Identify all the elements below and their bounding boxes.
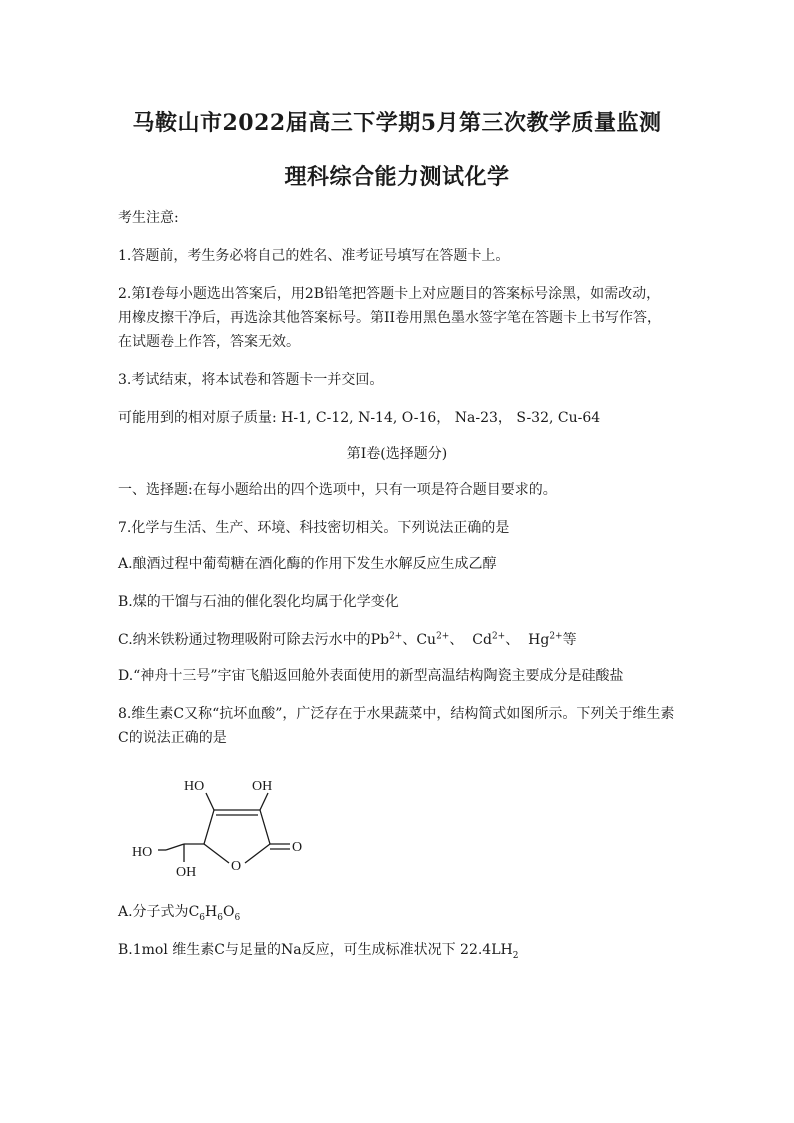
notice-2b: 用橡皮擦干净后，再选涂其他答案标号。第II卷用黑色墨水签字笔在答题卡上书写作答， <box>118 310 662 326</box>
formula-o: O <box>222 904 235 920</box>
atomic-masses: 可能用到的相对原子质量: H-1, C-12, N-14, O-16， Na-23， S-32, Cu-64 <box>118 410 601 426</box>
label-ho-left: HO <box>132 845 153 860</box>
q8-option-a <box>118 904 241 923</box>
q7-stem: 7.化学与生活、生产、环境、科技密切相关。下列说法正确的是 <box>118 520 510 536</box>
ion-charge: 2+ <box>389 631 403 642</box>
bond <box>204 810 214 844</box>
q7-option-b: B.煤的干馏与石油的催化裂化均属于化学变化 <box>118 594 399 610</box>
ion-cu: Cu <box>416 632 437 648</box>
label-ho-top: HO <box>184 779 205 794</box>
q8-option-b <box>118 942 519 961</box>
bond <box>204 844 229 863</box>
section-title: 第I卷(选择题分) <box>346 446 448 462</box>
formula-c: C <box>188 904 200 920</box>
bond <box>206 793 214 810</box>
ion-charge: 2+ <box>549 631 563 642</box>
q8-stem-2: C的说法正确的是 <box>118 730 227 746</box>
label-oh-bottom: OH <box>176 865 197 880</box>
notice-heading: 考生注意: <box>118 210 179 226</box>
notice-2a: 2.第I卷每小题选出答案后，用2B铅笔把答题卡上对应题目的答案标号涂黑，如需改动， <box>118 286 661 302</box>
q7-option-a: A.酿酒过程中葡萄糖在酒化酶的作用下发生水解反应生成乙醇 <box>118 556 497 572</box>
ion-charge: 2+ <box>436 631 450 642</box>
label-oh-top: OH <box>252 779 273 794</box>
formula-h-count: 6 <box>217 912 223 923</box>
formula-h: H <box>205 904 218 920</box>
notice-2c: 在试题卷上作答，答案无效。 <box>118 334 300 350</box>
formula-o-count: 6 <box>234 912 241 923</box>
bond <box>260 793 268 810</box>
exam-subtitle: 理科综合能力测试化学 <box>284 164 510 190</box>
ion-hg: Hg <box>528 632 550 648</box>
formula-c-count: 6 <box>199 912 206 923</box>
ion-pb: Pb <box>370 632 390 648</box>
label-ring-oxygen: O <box>231 859 242 874</box>
label-carbonyl-oxygen: O <box>292 840 303 855</box>
q8-a-prefix: A.分子式为 <box>118 904 189 920</box>
bond <box>245 844 270 863</box>
q8-stem-1: 8.维生素C又称“抗坏血酸”，广泛存在于水果蔬菜中，结构简式如图所示。下列关于维生素 <box>118 706 675 722</box>
q8-b-text: B.1mol 维生素C与足量的Na反应，可生成标准状况下 22.4LH <box>118 942 513 958</box>
q7-c-suffix: 等 <box>562 632 577 648</box>
q7-option-d: D.“神舟十三号”宇宙飞船返回舱外表面使用的新型高温结构陶瓷主要成分是硅酸盐 <box>118 668 624 684</box>
ion-charge: 2+ <box>491 631 506 642</box>
bond <box>260 810 270 844</box>
exam-title: 马鞍山市2022届高三下学期5月第三次教学质量监测 <box>132 110 662 136</box>
ion-cd: Cd <box>472 632 492 648</box>
notice-1: 1.答题前，考生务必将自己的姓名、准考证号填写在答题卡上。 <box>118 248 510 264</box>
q7-c-prefix: C.纳米铁粉通过物理吸附可除去污水中的 <box>118 632 371 648</box>
q8-b-subscript: 2 <box>512 950 519 961</box>
q7-option-c: C.纳米铁粉通过物理吸附可除去污水中的$Pb^{2+}$、$Cu^{2+}$、 $Cd^{2+}$、 $Hg^{2+}$等 <box>118 631 577 648</box>
part-instruction: 一、选择题:在每小题给出的四个选项中，只有一项是符合题目要求的。 <box>118 482 557 498</box>
notice-3: 3.考试结束，将本试卷和答题卡一并交回。 <box>118 372 384 388</box>
vitamin-c-structure <box>118 770 338 885</box>
bond <box>166 844 184 850</box>
